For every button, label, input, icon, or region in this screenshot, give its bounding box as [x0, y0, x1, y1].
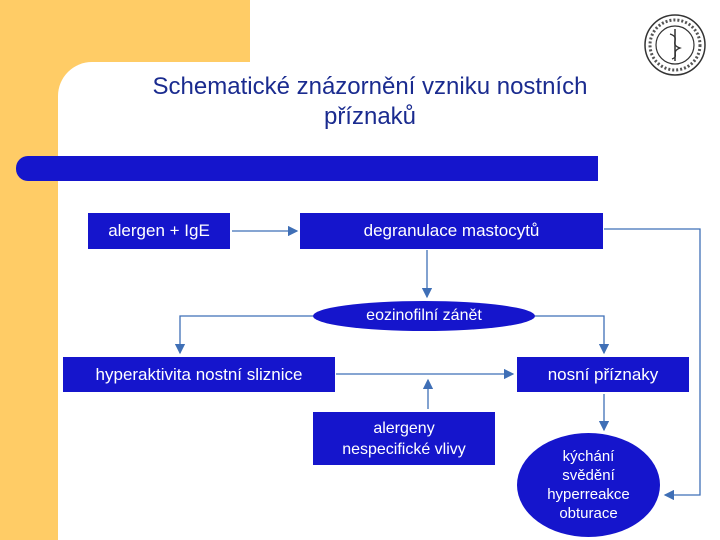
symptom-item: hyperreakce: [547, 486, 630, 503]
node-alergeny-line-1: alergeny: [373, 419, 435, 437]
node-degranulace: degranulace mastocytů: [300, 213, 603, 249]
node-alergeny: [313, 412, 495, 465]
node-hyperaktivita: hyperaktivita nostní sliznice: [63, 357, 335, 392]
title-line-1: Schematické znázornění vzniku nostních: [152, 73, 588, 100]
node-alergen-ige: alergen + IgE: [88, 213, 230, 249]
node-alergeny-line-2: nespecifické vlivy: [342, 440, 466, 458]
node-eozinofilni-zanet: eozinofilní zánět: [313, 301, 535, 331]
symptom-item: obturace: [559, 505, 618, 522]
node-symptoms: [517, 433, 660, 537]
symptom-item: kýchání: [562, 448, 615, 465]
symptom-item: svědění: [562, 467, 615, 484]
arrow-eozinofilni-to-hyperaktivita: [180, 316, 313, 353]
arrow-eozinofilni-to-nosni: [535, 316, 604, 353]
title-line-2: příznaků: [323, 103, 417, 130]
node-nosni-priznaky: nosní příznaky: [517, 357, 689, 392]
